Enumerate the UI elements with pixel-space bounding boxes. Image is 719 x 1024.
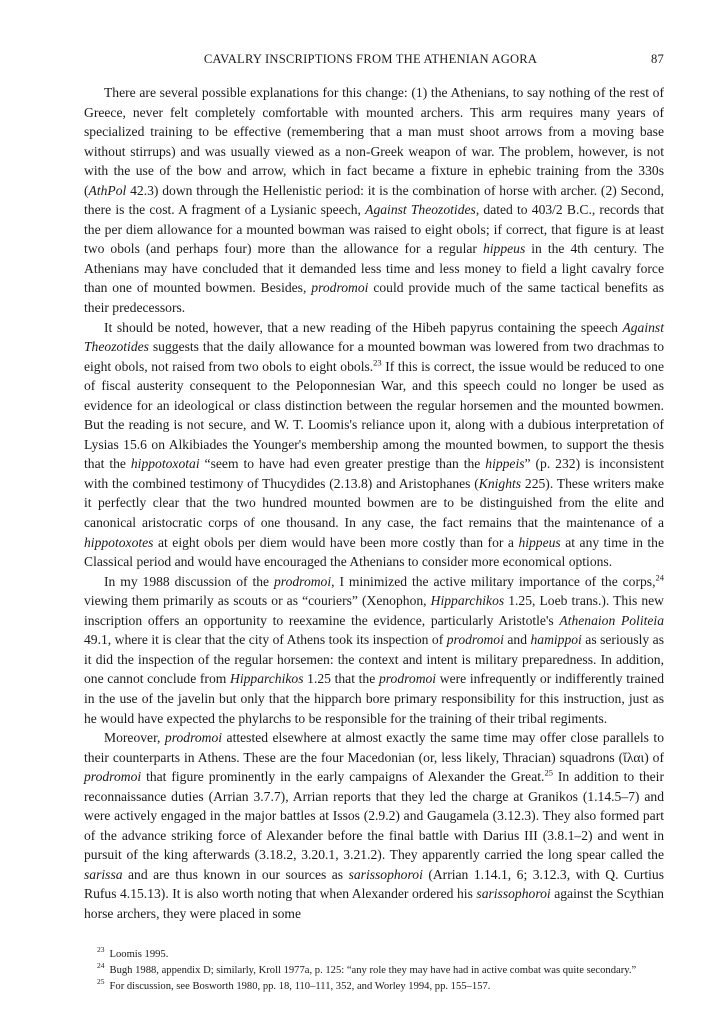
text-run: could provide much of the same tactical benefits as their predecessors.	[84, 280, 664, 316]
text-run: 1.25 that the	[303, 671, 379, 687]
text-run: If this is correct, the issue would be reduced to one of fiscal austerity consequent to the Peloponnesian War, and this speech could no longer be used as evidence for an ideological or class distinction between the regular horsemen and the mounted bowmen. But the reading is not secure, and W. T. Loomis's reliance upon it, along with a dubious interpretation of Lysias 15.6 on Alkibiades the Younger's membership among the mounted bowmen, to support the thesis that the	[84, 358, 664, 472]
text-run: 1.25, Loeb trans.). This new inscription offers an opportunity to reexamine the evidence, particularly Aristotle's	[84, 593, 664, 628]
paragraph	[84, 572, 664, 728]
italic-term: prodromoi	[273, 573, 332, 589]
footnote	[84, 977, 664, 994]
footnote-ref: 24	[655, 572, 664, 583]
italic-term: sarissophoroi	[348, 866, 423, 882]
page-number: 87	[651, 52, 664, 66]
paragraph	[84, 728, 664, 923]
footnote	[84, 944, 664, 962]
text-run: , I minimized the active military importance of the corps,	[331, 573, 656, 589]
text-run: and	[503, 632, 531, 648]
italic-term: prodromoi	[311, 280, 369, 296]
running-head	[84, 52, 664, 67]
text-run: 225). These writers make it perfectly clear that the two hundred mounted bowmen are to be distinguished from the elite and canonical aristocratic corps of one thousand. In any case, the fact remains that the maintenance of a	[84, 475, 664, 531]
italic-term: sarissa	[84, 866, 123, 882]
text-run: at eight obols per diem would have been more costly than for a	[153, 534, 519, 550]
footnote-ref: 25	[544, 767, 553, 778]
footnote-ref: 23	[373, 357, 382, 368]
paragraph	[84, 318, 664, 572]
text-run: For discussion, see Bosworth 1980, pp. 18, 110–111, 352, and Worley 1994, pp. 155–157.	[109, 980, 491, 992]
italic-term: hippotoxotai	[130, 456, 200, 472]
text-run: attested elsewhere at almost exactly the same time may offer close parallels to their counterparts in Athens. These are the four Macedonian (or, less likely, Thracian) squadrons (ἴλαι) of	[84, 730, 664, 765]
text-run: 42.3) down through the Hellenistic period: it is the combination of horse with archer. (2) Second, there is the cost. A fragment of a Lysianic speech,	[84, 182, 664, 218]
text-run: that figure prominently in the early campaigns of Alexander the Great.	[141, 769, 545, 785]
text-run: “seem to have had even greater prestige than the	[199, 456, 486, 472]
paragraph	[84, 83, 664, 318]
italic-term: Hipparchikos	[230, 671, 304, 687]
italic-term: prodromoi	[446, 632, 504, 648]
text-run: In addition to their reconnaissance duties (Arrian 3.7.7), Arrian reports that they led the charge at Granikos (1.14.5–7) and were actively engaged in the major battles at Issos (2.9.2) and Gaugamela (3.12.3). They also formed part of the advance striking force of Alexander before the final battle with Darius III (3.8.1–2) and went in pursuit of the king afterwards (3.18.2, 3.20.1, 3.21.2). They apparently carried the long spear called the	[84, 769, 664, 863]
text-run: (Arrian 1.14.1, 6; 3.12.3, with Q. Curtius Rufus 4.15.13). It is also worth noting that when Alexander ordered his	[84, 866, 664, 902]
text-run: suggests that the daily allowance for a mounted bowman was lowered from two drachmas to eight obols, not raised from two obols to eight obols.	[84, 339, 664, 374]
text-run: It should be noted, however, that a new reading of the Hibeh papyrus containing the speech	[104, 319, 623, 335]
text-run: Moreover,	[104, 730, 165, 746]
italic-term: hamippoi	[530, 632, 582, 648]
footnote	[84, 961, 664, 978]
text-run: were infrequently or indifferently trained in the use of the javelin but only that the hipparch bore primary responsibility for this instruction, just as he would have expected the phylarchs to be responsible for the training of their tribal regiments.	[84, 671, 665, 726]
running-title: CAVALRY INSCRIPTIONS FROM THE ATHENIAN AGORA	[203, 52, 538, 66]
footnote-number: 23	[97, 944, 105, 954]
footnote-number: 25	[97, 977, 105, 987]
page	[84, 52, 664, 996]
text-run: There are several possible explanations for this change: (1) the Athenians, to say nothing of the rest of Greece, never felt completely comfortable with mounted archers. This arm requires many years of specialized training to be effective (remembering that a man must shoot arrows from a moving base without stirrups) and was usually viewed as a non-Greek weapon of war. The problem, however, is not with the use of the bow and arrow, which in fact became a fixture in ephebic training from the 330s (	[84, 85, 664, 198]
footnote-number: 24	[97, 961, 105, 971]
text-run: ” (p. 232) is inconsistent with the combined testimony of Thucydides (2.13.8) and Aristophanes (	[84, 456, 664, 491]
italic-term: Knights	[478, 475, 522, 491]
text-run: viewing them primarily as scouts or as “couriers” (Xenophon,	[84, 593, 431, 609]
text-run: 49.1, where it is clear that the city of Athens took its inspection of	[84, 632, 447, 648]
italic-term: prodromoi	[378, 671, 437, 687]
italic-term: hippotoxotes	[84, 534, 154, 550]
italic-term: prodromoi	[84, 769, 142, 785]
italic-term: Against Theozotides	[84, 319, 664, 355]
italic-term: hippeis	[485, 456, 525, 472]
italic-term: Against Theozotides	[365, 202, 476, 218]
text-run: against the Scythian horse archers, they were placed in some	[84, 886, 664, 921]
italic-term: hippeus	[518, 534, 561, 550]
italic-term: hippeus	[482, 241, 526, 257]
italic-term: AthPol	[88, 182, 127, 198]
text-run: Bugh 1988, appendix D; similarly, Kroll 1977a, p. 125: “any role they may have had in active combat was quite secondary.”	[109, 964, 637, 976]
footnotes	[84, 944, 664, 995]
text-run: in the 4th century. The Athenians may have concluded that it demanded less time and less money to field a light cavalry force than one of mounted bowmen. Besides,	[84, 241, 664, 296]
body-text	[84, 83, 664, 924]
text-run: In my 1988 discussion of the	[104, 573, 274, 589]
text-run: , dated to 403/2 B.C., records that the per diem allowance for a mounted bowman was raised to eight obols; if correct, that figure is at least two obols (and perhaps four) more than the allowance for a regular	[84, 202, 664, 257]
text-run: at any time in the Classical period and would have encouraged the Athenians to consider more economical options.	[84, 534, 664, 570]
text-run: and are thus known in our sources as	[122, 866, 349, 882]
italic-term: prodromoi	[164, 730, 223, 746]
italic-term: Hipparchikos	[430, 593, 505, 609]
text-run: Loomis 1995.	[109, 948, 169, 960]
text-run: as seriously as it did the inspection of the regular horsemen: the context and intent is military preparedness. In addition, one cannot conclude from	[84, 632, 664, 687]
italic-term: Athenaion Politeia	[559, 612, 664, 628]
italic-term: sarissophoroi	[476, 886, 551, 902]
